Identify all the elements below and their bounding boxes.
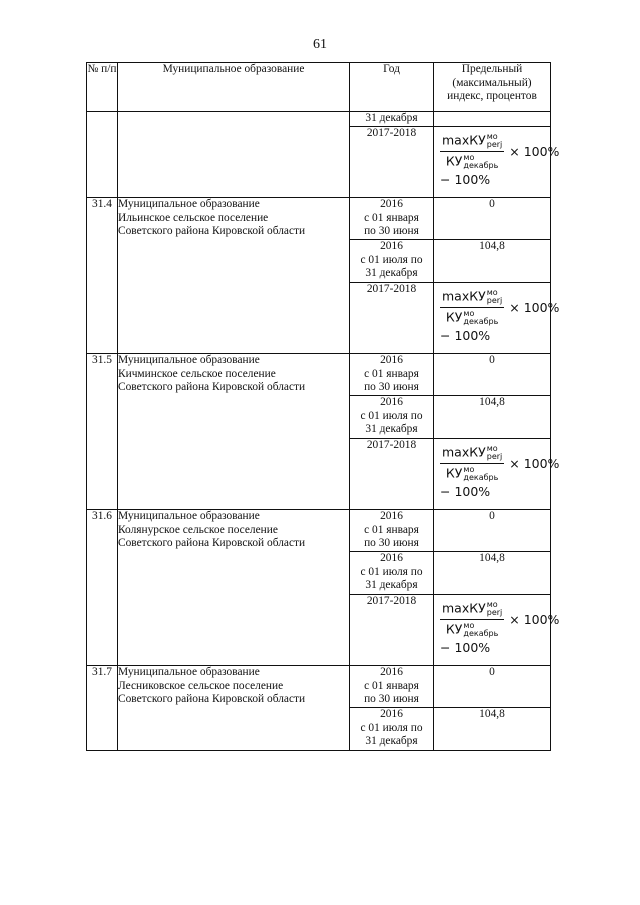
formula-minus: − 100% (440, 484, 491, 499)
header-index: Предельный (максимальный) индекс, процентов (434, 63, 551, 112)
formula-num-sup: мо (486, 288, 498, 297)
formula-num-main: maxКУ (442, 132, 486, 148)
formula-num-main: maxКУ (442, 288, 486, 304)
year-line: с 01 июля по (360, 253, 423, 266)
year-line: по 30 июня (364, 537, 419, 550)
year-line: 31 декабря (365, 267, 418, 280)
index-value: 104,8 (434, 240, 551, 283)
row-number: 31.4 (87, 198, 118, 354)
year-cell (350, 552, 434, 595)
formula-den-sub: декабрь (463, 473, 499, 482)
page-number: 61 (313, 37, 327, 52)
year-line: 2017-2018 (366, 439, 417, 451)
year-line: с 01 июля по (360, 565, 423, 578)
municipality-name-line: Советского района Кировской области (118, 225, 306, 238)
formula-num-sup: мо (486, 444, 498, 453)
year-line: 31 декабря (365, 579, 418, 592)
year-cell (350, 510, 434, 552)
formula-num-sup: мо (486, 600, 498, 609)
formula-den-main: КУ (445, 621, 463, 637)
year-cell (350, 283, 434, 354)
formula-den-main: КУ (445, 309, 463, 325)
year-cell (350, 198, 434, 240)
formula-minus: − 100% (440, 172, 491, 187)
table-row (87, 198, 551, 240)
municipality-name-line: Лесниковское сельское поселение (118, 679, 284, 692)
year-line: 2017-2018 (366, 283, 417, 295)
index-value: 104,8 (434, 708, 551, 751)
formula-num-sub: perj (486, 140, 503, 149)
year-line: по 30 июня (364, 693, 419, 706)
year-line: 2016 (380, 396, 403, 408)
year-line: с 01 июля по (360, 721, 423, 734)
year-line: 31 декабря (365, 735, 418, 748)
index-formula (434, 439, 560, 499)
table-row (87, 666, 551, 708)
year-cell (350, 240, 434, 283)
index-formula (434, 127, 560, 187)
municipality-name-line: Муниципальное образование (118, 354, 260, 366)
year-line: 31 декабря (365, 423, 418, 436)
index-value: 0 (434, 666, 551, 708)
year-cell (350, 666, 434, 708)
formula-den-sub: декабрь (463, 161, 499, 170)
year-cell (350, 396, 434, 439)
formula-num-main: maxКУ (442, 444, 486, 460)
table-row (87, 510, 551, 552)
formula-minus: − 100% (440, 328, 491, 343)
table-row (87, 354, 551, 396)
year-cell (350, 595, 434, 666)
year-line: 2017-2018 (366, 595, 417, 607)
formula-den-sup: мо (463, 153, 475, 162)
municipality-name (118, 666, 350, 751)
index-value (434, 283, 560, 354)
formula-times: × 100% (509, 143, 560, 159)
formula-den-sub: декабрь (463, 317, 499, 326)
municipality-name-line: Советского района Кировской области (118, 381, 306, 394)
formula-den-main: КУ (445, 465, 463, 481)
index-formula (434, 595, 560, 655)
year-line: 2016 (380, 666, 403, 678)
municipality-name (118, 510, 350, 666)
continuation-year: 31 декабря (350, 112, 434, 127)
municipality-name-line: Муниципальное образование (118, 198, 260, 210)
formula-num-sub: perj (486, 608, 503, 617)
index-value (434, 439, 560, 510)
header-year: Год (350, 63, 434, 112)
index-value (434, 595, 560, 666)
formula-minus: − 100% (440, 640, 491, 655)
year-line: по 30 июня (364, 225, 419, 238)
row-number: 31.6 (87, 510, 118, 666)
formula-den-sup: мо (463, 309, 475, 318)
continuation-value (434, 112, 551, 127)
year-cell (350, 708, 434, 751)
municipality-name-line: Кичминское сельское поселение (118, 367, 276, 380)
formula-den-sub: декабрь (463, 629, 499, 638)
year-line: с 01 июля по (360, 409, 423, 422)
header-name: Муниципальное образование (118, 63, 350, 112)
year-line: с 01 января (364, 211, 419, 224)
index-formula (434, 283, 560, 343)
formula-den-main: КУ (445, 153, 463, 169)
year-line: с 01 января (364, 367, 419, 380)
municipality-name-line: Муниципальное образование (118, 666, 260, 678)
continuation-name (118, 112, 350, 198)
year-line: с 01 января (364, 679, 419, 692)
row-number: 31.5 (87, 354, 118, 510)
row-number: 31.7 (87, 666, 118, 751)
index-value: 0 (434, 198, 551, 240)
formula-num-sup: мо (486, 132, 498, 141)
table-body (87, 112, 560, 751)
municipality-name-line: Советского района Кировской области (118, 537, 306, 550)
year-line: 2016 (380, 708, 403, 720)
continuation-formula-cell (434, 127, 560, 198)
index-value: 0 (434, 354, 551, 396)
municipality-name-line: Ильинское сельское поселение (118, 211, 269, 224)
year-line: 2016 (380, 354, 403, 366)
year-line: 2016 (380, 240, 403, 252)
continuation-year-2: 2017-2018 (350, 127, 434, 198)
index-value: 0 (434, 510, 551, 552)
year-line: с 01 января (364, 523, 419, 536)
year-line: 2016 (380, 198, 403, 210)
municipality-name (118, 198, 350, 354)
municipality-name-line: Колянурское сельское поселение (118, 523, 278, 536)
index-value: 104,8 (434, 396, 551, 439)
continuation-num (87, 112, 118, 198)
formula-times: × 100% (509, 299, 560, 315)
formula-num-main: maxКУ (442, 600, 486, 616)
year-line: 2016 (380, 552, 403, 564)
index-value: 104,8 (434, 552, 551, 595)
formula-times: × 100% (509, 611, 560, 627)
formula-den-sup: мо (463, 465, 475, 474)
formula-num-sub: perj (486, 452, 503, 461)
year-line: по 30 июня (364, 381, 419, 394)
year-cell (350, 354, 434, 396)
formula-times: × 100% (509, 455, 560, 471)
continuation-row (87, 112, 551, 127)
formula-den-sup: мо (463, 621, 475, 630)
municipality-name (118, 354, 350, 510)
municipality-name-line: Советского района Кировской области (118, 693, 306, 706)
year-line: 2016 (380, 510, 403, 522)
year-cell (350, 439, 434, 510)
municipality-name-line: Муниципальное образование (118, 510, 260, 522)
header-num: № п/п (87, 63, 118, 112)
header-row (87, 63, 551, 112)
index-table (86, 62, 560, 751)
formula-num-sub: perj (486, 296, 503, 305)
